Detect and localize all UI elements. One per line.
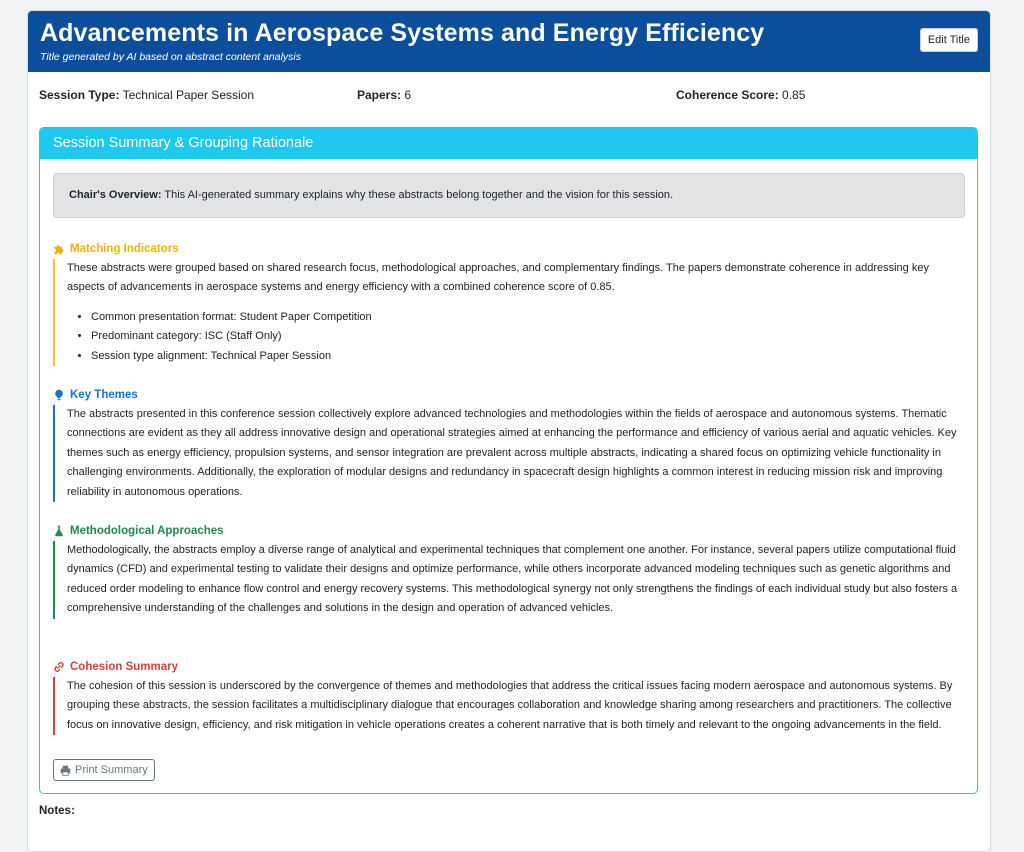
session-meta	[39, 88, 979, 104]
methodological-approaches-section	[53, 523, 958, 619]
list-item: • Common presentation format: Student Paper Competition	[91, 308, 958, 327]
papers-value: 6	[404, 88, 412, 102]
matching-indicators-text: These abstracts were grouped based on shared research focus, methodological approaches, and complementary findings. The papers demonstrate coherence in addressing key aspects of advancements in aerospace systems and energy efficiency with a combined coherence score of 0.85.	[67, 262, 929, 294]
key-themes-text: The abstracts presented in this conference session collectively explore advanced technologies and methodologies within the fields of aerospace and autonomous systems. Thematic connections are evident as they all address innovative design and operational strategies aimed at enhancing the performance and efficiency of various aerial and aquatic vehicles. Key themes such as energy efficiency, propulsion systems, and sensor integration are prevalent across multiple abstracts, indicating a shared focus on optimizing vehicle functionality in challenging environments. Additionally, the exploration of modular designs and redundancy in spacecraft design highlights a common interest in reducing mission risk and improving reliability in autonomous operations.	[67, 408, 957, 498]
chair-overview: Chair's Overview: This AI-generated summary explains why these abstracts belong together and the vision for this session.	[53, 173, 965, 218]
session-card	[27, 10, 991, 852]
matching-indicators-section	[53, 241, 958, 366]
notes-label: Notes:	[39, 805, 75, 817]
printer-icon	[60, 765, 71, 776]
methodological-approaches-title: Methodological Approaches	[70, 525, 224, 537]
list-item: • Session type alignment: Technical Paper Session	[91, 347, 958, 366]
papers-count: Papers: 6	[357, 88, 412, 102]
session-summary-panel	[39, 127, 978, 794]
edit-title-button[interactable]: Edit Title	[920, 28, 978, 52]
list-item: • Predominant category: ISC (Staff Only)	[91, 327, 958, 346]
session-title: Advancements in Aerospace Systems and Energy Efficiency	[40, 19, 765, 47]
matching-indicators-title: Matching Indicators	[70, 243, 179, 255]
flask-icon	[53, 525, 65, 537]
cohesion-summary-title: Cohesion Summary	[70, 661, 178, 673]
title-subtitle: Title generated by AI based on abstract content analysis	[40, 51, 302, 63]
print-summary-button[interactable]	[53, 759, 155, 781]
cohesion-summary-text: The cohesion of this session is underscored by the convergence of themes and methodologies that address the critical issues facing modern aerospace and autonomous systems. By grouping these abstracts, the session facilitates a multidisciplinary dialogue that encourages collaboration and knowledge sharing among researchers and practitioners. The collective focus on innovative design, efficiency, and risk mitigation in vehicle operations creates a coherent narrative that is both timely and relevant to the ongoing advancements in the field.	[67, 680, 953, 731]
cohesion-summary-section	[53, 659, 958, 735]
key-themes-section	[53, 387, 958, 502]
print-summary-label: Print Summary	[75, 764, 148, 776]
matching-indicators-list	[67, 308, 958, 366]
methodological-approaches-text: Methodologically, the abstracts employ a diverse range of analytical and experimental techniques that complement one another. For instance, several papers utilize computational fluid dynamics (CFD) and experimental testing to validate their designs and optimize performance, while others incorporate advanced modeling techniques such as genetic algorithms and reduced order modeling to enhance flow control and energy recovery systems. This methodological synergy not only strengthens the findings of each individual study but also fosters a comprehensive understanding of the challenges and solutions in the design and operation of advanced vehicles.	[67, 544, 958, 615]
session-header	[28, 11, 990, 72]
session-type-value: Technical Paper Session	[122, 88, 255, 102]
coherence-score: Coherence Score: 0.85	[676, 88, 806, 102]
puzzle-icon	[53, 243, 65, 255]
summary-heading: Session Summary & Grouping Rationale	[40, 128, 977, 159]
coherence-value: 0.85	[782, 88, 806, 102]
key-themes-title: Key Themes	[70, 389, 138, 401]
link-icon	[53, 661, 65, 673]
lightbulb-icon	[53, 389, 65, 401]
session-type: Session Type: Technical Paper Session	[39, 88, 255, 102]
